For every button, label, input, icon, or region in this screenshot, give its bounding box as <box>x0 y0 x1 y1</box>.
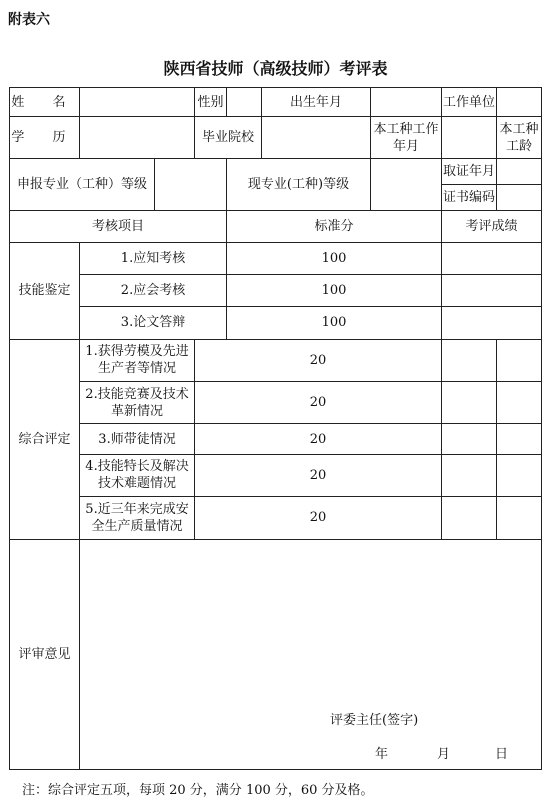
comprehensive-result-field[interactable] <box>442 339 497 381</box>
footnote: 注：综合评定五项，每项 20 分，满分 100 分，60 分及格。 <box>22 783 374 798</box>
form-title: 陕西省技师（高级技师）考评表 <box>163 59 388 78</box>
cert-date-label: 取证年月 <box>442 158 497 184</box>
comprehensive-score: 20 <box>195 339 442 381</box>
comprehensive-score: 20 <box>195 381 442 423</box>
cert-date-field[interactable] <box>497 158 542 184</box>
review-label: 评审意见 <box>10 539 80 769</box>
skill-result-field[interactable] <box>442 307 542 339</box>
skill-item: 1.应知考核 <box>80 242 227 274</box>
school-label: 毕业院校 <box>195 117 262 158</box>
comprehensive-score: 20 <box>195 424 442 454</box>
school-field[interactable] <box>262 117 371 158</box>
column-item-header: 考核项目 <box>10 211 227 242</box>
trade-start-field[interactable] <box>442 117 497 158</box>
comprehensive-result-field[interactable] <box>442 381 497 423</box>
apply-trade-field[interactable] <box>155 158 227 211</box>
education-field[interactable] <box>80 117 195 158</box>
evaluation-table <box>9 87 542 770</box>
comprehensive-item: 2.技能竞赛及技术革新情况 <box>80 381 195 423</box>
comprehensive-score: 20 <box>195 497 442 539</box>
review-opinion-field[interactable] <box>80 539 542 769</box>
birth-field[interactable] <box>371 88 442 117</box>
comprehensive-extra-field[interactable] <box>497 424 542 454</box>
gender-field[interactable] <box>227 88 262 117</box>
comprehensive-item: 3.师带徒情况 <box>80 424 195 454</box>
cert-no-field[interactable] <box>497 184 542 210</box>
skill-item: 2.应会考核 <box>80 274 227 306</box>
skill-item: 3.论文答辩 <box>80 307 227 339</box>
cert-no-label: 证书编码 <box>442 184 497 210</box>
education-label: 学 历 <box>10 117 80 158</box>
day-label: 日 <box>495 746 509 762</box>
apply-trade-label: 申报专业（工种）等级 <box>10 158 155 211</box>
comprehensive-section-label: 综合评定 <box>10 339 80 539</box>
column-standard-header: 标准分 <box>227 211 442 242</box>
comprehensive-extra-field[interactable] <box>497 381 542 423</box>
current-trade-field[interactable] <box>371 158 442 211</box>
comprehensive-result-field[interactable] <box>442 454 497 496</box>
skill-score: 100 <box>227 274 442 306</box>
skill-section-label: 技能鉴定 <box>10 242 80 339</box>
skill-result-field[interactable] <box>442 274 542 306</box>
comprehensive-extra-field[interactable] <box>497 339 542 381</box>
workplace-label: 工作单位 <box>442 88 497 117</box>
signature-label: 评委主任(签字) <box>330 712 419 728</box>
name-field[interactable] <box>80 88 195 117</box>
skill-result-field[interactable] <box>442 242 542 274</box>
comprehensive-result-field[interactable] <box>442 497 497 539</box>
comprehensive-item: 5.近三年来完成安全生产质量情况 <box>80 497 195 539</box>
comprehensive-item: 1.获得劳模及先进生产者等情况 <box>80 339 195 381</box>
birth-label: 出生年月 <box>262 88 371 117</box>
appendix-label: 附表六 <box>8 12 50 28</box>
name-label: 姓 名 <box>10 88 80 117</box>
trade-start-label: 本工种工作年月 <box>371 117 442 158</box>
comprehensive-extra-field[interactable] <box>497 497 542 539</box>
skill-score: 100 <box>227 242 442 274</box>
comprehensive-item: 4.技能特长及解决技术难题情况 <box>80 454 195 496</box>
column-result-header: 考评成绩 <box>442 211 542 242</box>
gender-label: 性别 <box>195 88 227 117</box>
comprehensive-result-field[interactable] <box>442 424 497 454</box>
year-label: 年 <box>375 746 389 762</box>
current-trade-label: 现专业(工种)等级 <box>227 158 371 211</box>
comprehensive-extra-field[interactable] <box>497 454 542 496</box>
trade-years-label: 本工种工龄 <box>497 117 542 158</box>
comprehensive-score: 20 <box>195 454 442 496</box>
skill-score: 100 <box>227 307 442 339</box>
month-label: 月 <box>437 746 451 762</box>
workplace-field[interactable] <box>497 88 542 117</box>
